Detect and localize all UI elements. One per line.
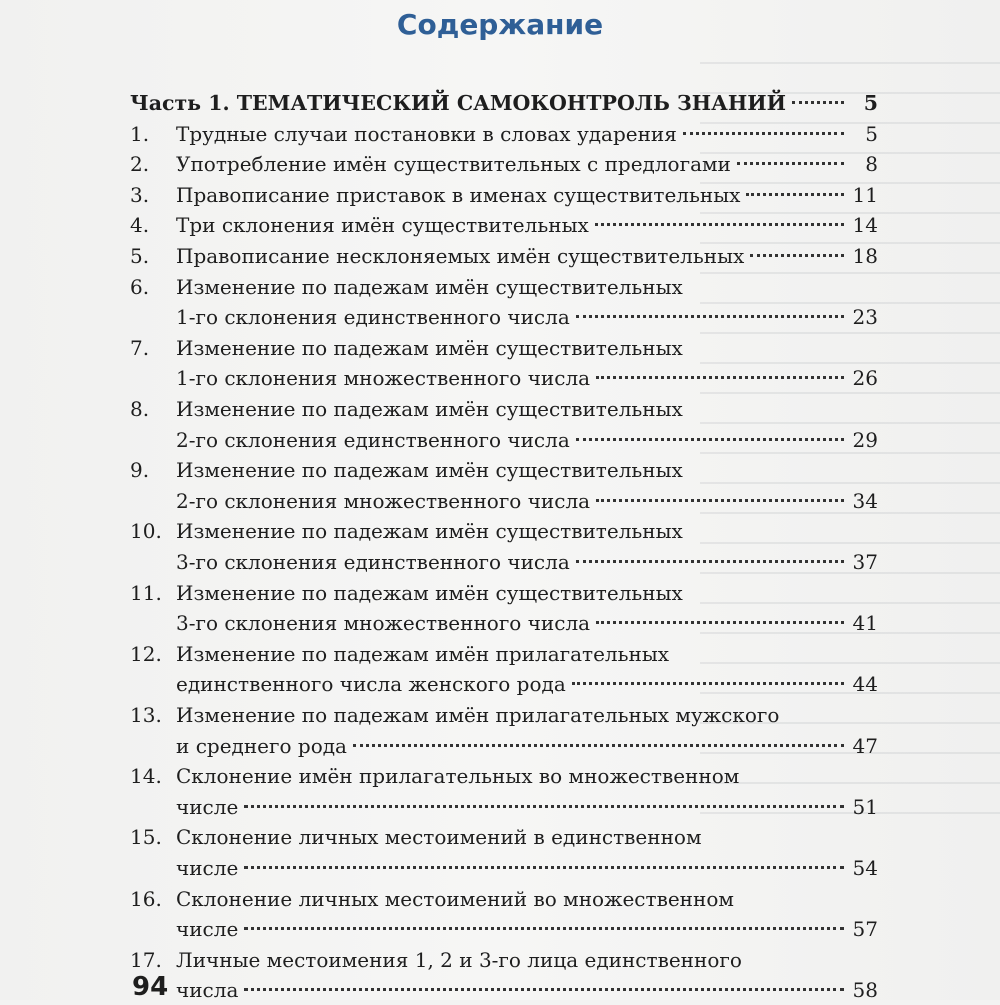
toc-entry: [130, 822, 878, 852]
toc-entry: [130, 455, 878, 485]
entry-title: Изменение по падежам имён прилагательных: [176, 641, 670, 666]
entry-number: 2.: [130, 152, 150, 177]
toc-entry-continuation: [130, 363, 878, 393]
entry-title: Склонение личных местоимений в единственном: [176, 825, 702, 850]
entry-number: 16.: [130, 886, 162, 911]
part-title: Часть 1. ТЕМАТИЧЕСКИЙ САМОКОНТРОЛЬ ЗНАНИЙ: [130, 91, 786, 115]
toc-entry: [130, 578, 878, 608]
leader-dots: [596, 499, 844, 502]
entry-number: 6.: [130, 274, 150, 299]
toc-entry: [130, 394, 878, 424]
entry-page-number: 5: [865, 121, 878, 146]
entry-title-continued: числе: [176, 917, 239, 942]
toc-entry: [130, 333, 878, 363]
toc-entry: [130, 241, 878, 271]
entry-page-number: 41: [852, 611, 878, 636]
entry-page-number: 58: [852, 978, 878, 1003]
entry-title-continued: и среднего рода: [176, 733, 347, 758]
entry-title-continued: единственного числа женского рода: [176, 672, 566, 697]
entry-page-number: 54: [852, 856, 878, 880]
toc-entry: [130, 700, 878, 730]
entry-title-continued: 2-го склонения множественного числа: [176, 488, 591, 513]
entry-title: Изменение по падежам имён существительных: [176, 397, 683, 421]
entry-title-continued: 1-го склонения множественного числа: [176, 366, 591, 391]
entry-title: Правописание несклоняемых имён существительных: [176, 244, 745, 268]
toc-entry: [130, 761, 878, 791]
leader-dots: [595, 223, 844, 226]
leader-dots: [576, 315, 844, 318]
entry-title: Личные местоимения 1, 2 и 3-го лица единственного: [176, 947, 742, 972]
entry-title: Правописание приставок в именах существительных: [176, 182, 741, 207]
entry-number: 13.: [130, 703, 162, 727]
entry-number: 9.: [130, 458, 150, 483]
entry-number: 14.: [130, 764, 162, 789]
entry-number: 12.: [130, 641, 162, 666]
toc-entry: [130, 945, 878, 975]
toc-entry-continuation: [130, 669, 878, 699]
entry-title: Изменение по падежам имён существительных: [176, 335, 683, 360]
entry-page-number: 47: [852, 733, 878, 758]
entry-page-number: 44: [852, 672, 878, 697]
leader-dots: [244, 988, 844, 991]
toc-entry-continuation: [130, 914, 878, 944]
page-number: 94: [132, 972, 169, 1002]
toc-entry-continuation: [130, 547, 878, 577]
toc-entry: [130, 516, 878, 546]
entry-title-continued: числа: [176, 978, 239, 1003]
leader-dots: [596, 376, 844, 379]
entry-title: Трудные случаи постановки в словах ударения: [176, 121, 677, 146]
entry-title: Изменение по падежам имён прилагательных мужского: [176, 703, 780, 727]
leader-dots: [244, 805, 844, 808]
leader-dots: [596, 621, 844, 624]
toc-entry-continuation: [130, 731, 878, 761]
toc-entry: [130, 180, 878, 210]
entry-page-number: 23: [852, 305, 878, 330]
leader-dots: [746, 193, 844, 196]
toc-entry: [130, 884, 878, 914]
entry-title-continued: 2-го склонения единственного числа: [176, 427, 570, 452]
entry-title: Употребление имён существительных с предлогами: [176, 152, 731, 177]
entry-number: 4.: [130, 213, 150, 238]
leader-dots: [576, 560, 844, 563]
entry-title-continued: 1-го склонения единственного числа: [176, 305, 570, 330]
leader-dots: [750, 254, 844, 257]
toc-entry: [130, 639, 878, 669]
entry-title: Изменение по падежам имён существительных: [176, 580, 683, 605]
leader-dots: [792, 101, 844, 104]
toc-entry-continuation: [130, 425, 878, 455]
entry-page-number: 37: [852, 550, 878, 574]
entry-title: Склонение личных местоимений во множественном: [176, 886, 734, 911]
entry-number: 5.: [130, 244, 150, 268]
toc-entry: [130, 119, 878, 149]
entry-page-number: 18: [852, 244, 878, 268]
toc-entry-continuation: [130, 975, 878, 1005]
toc-entry: [130, 272, 878, 302]
entry-page-number: 57: [852, 917, 878, 942]
entry-page-number: 11: [852, 182, 878, 207]
toc-entry-continuation: [130, 302, 878, 332]
leader-dots: [683, 132, 844, 135]
page-title: Содержание: [396, 8, 604, 41]
leader-dots: [572, 682, 844, 685]
entry-title: Изменение по падежам имён существительных: [176, 519, 683, 544]
entry-number: 15.: [130, 825, 162, 850]
entry-title: Изменение по падежам имён существительных: [176, 274, 683, 299]
toc-entry-continuation: [130, 853, 878, 883]
leader-dots: [353, 744, 844, 747]
entry-title: Склонение имён прилагательных во множественном: [176, 764, 740, 789]
entry-title-continued: 3-го склонения множественного числа: [176, 611, 591, 636]
entry-page-number: 8: [865, 152, 878, 177]
entry-number: 17.: [130, 947, 162, 972]
toc-entry: [130, 149, 878, 179]
entry-number: 3.: [130, 182, 150, 207]
entry-page-number: 14: [852, 213, 878, 238]
leader-dots: [737, 162, 844, 165]
toc-part-heading: [130, 88, 878, 118]
entry-title-continued: 3-го склонения единственного числа: [176, 550, 570, 574]
toc-entry-continuation: [130, 792, 878, 822]
entry-title: Три склонения имён существительных: [176, 213, 589, 238]
toc-entry-continuation: [130, 486, 878, 516]
entry-number: 1.: [130, 121, 150, 146]
entry-page-number: 34: [852, 488, 878, 513]
entry-title: Изменение по падежам имён существительных: [176, 458, 683, 483]
entry-title-continued: числе: [176, 794, 239, 819]
entry-number: 10.: [130, 519, 162, 544]
entry-page-number: 29: [852, 427, 878, 452]
toc-entry: [130, 210, 878, 240]
entry-number: 11.: [130, 580, 162, 605]
part-page-number: 5: [863, 91, 878, 115]
leader-dots: [576, 438, 844, 441]
entry-page-number: 51: [852, 794, 878, 819]
entry-number: 8.: [130, 397, 150, 421]
entry-number: 7.: [130, 335, 150, 360]
leader-dots: [244, 927, 844, 930]
entry-title-continued: числе: [176, 856, 239, 880]
entry-page-number: 26: [852, 366, 878, 391]
toc-entry-continuation: [130, 608, 878, 638]
leader-dots: [244, 866, 844, 869]
